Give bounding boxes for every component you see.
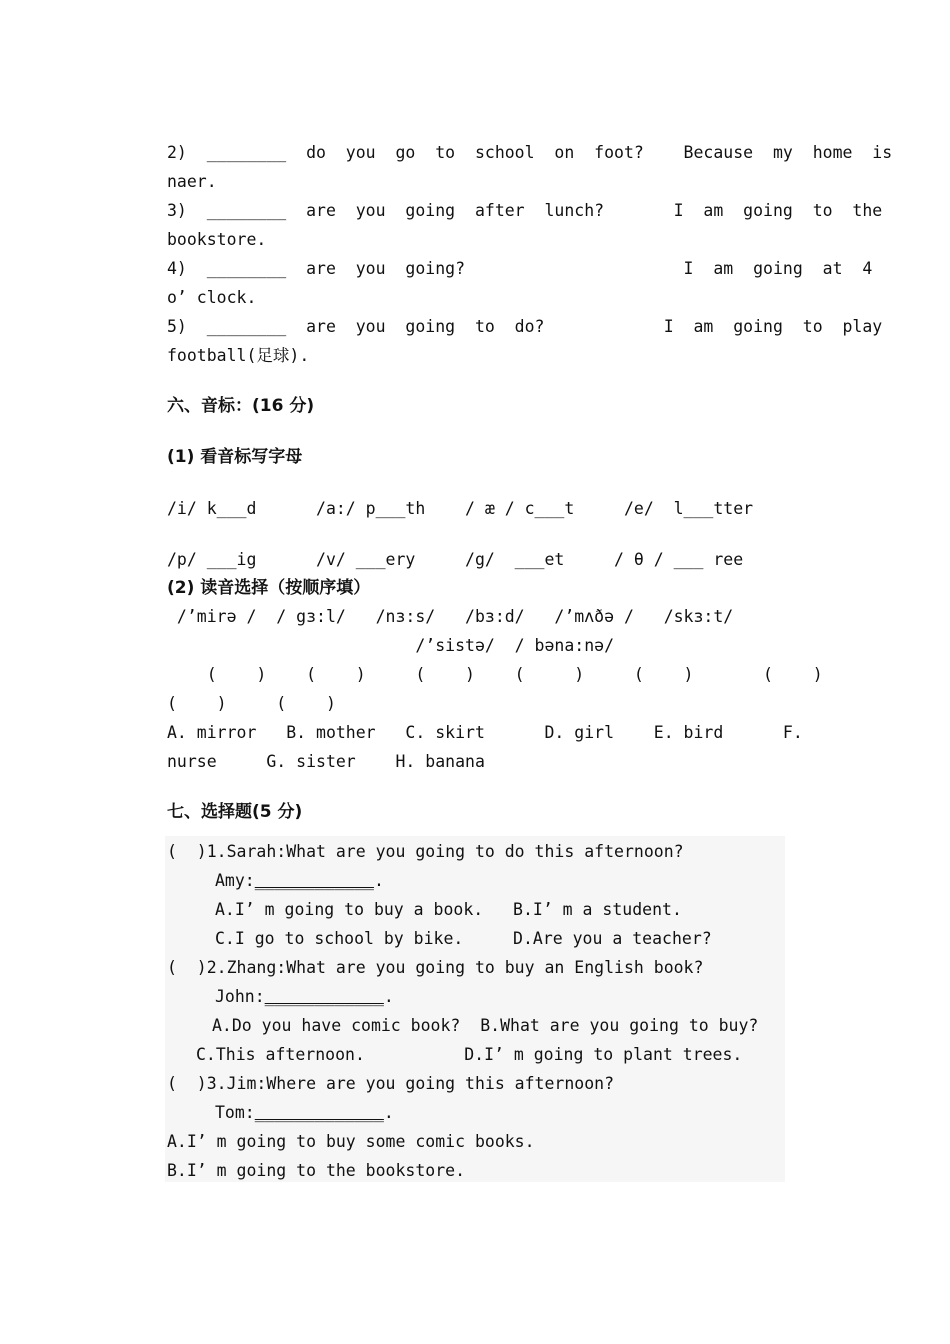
question-7-1: ( )1.Sarah:What are you going to do this afternoon? [167,842,684,861]
question-5-line: 5) ________ are you going to do? I am going to play [167,317,883,336]
question-4-line-cont: o’ clock. [167,288,257,307]
answer-brackets-row-1: ( ) ( ) ( ) ( ) ( ) ( ) [167,665,823,684]
phonetic-fill-row-2: /p/ ___ig /v/ ___ery /g/ ___et / θ / ___ ree [167,550,744,569]
answer-blank: _____________ [254,1103,384,1122]
question-5-line-cont: football(足球). [167,346,310,365]
answer-brackets-row-2: ( ) ( ) [167,694,336,713]
question-7-2: ( )2.Zhang:What are you going to buy an English book? [167,958,704,977]
answer-blank: ____________ [254,871,374,890]
phonetic-symbols-row-1: /’mirə / / gɜ:l/ /nɜ:s/ /bɜ:d/ /’mʌðə / /skɜ:t/ [167,607,734,626]
answer-label: Tom: [215,1103,255,1122]
section-7-title: 七、选择题(5 分) [167,802,303,822]
question-3-line: 3) ________ are you going after lunch? I am going to the [167,201,883,220]
word-options-row-1: A. mirror B. mother C. skirt D. girl E. bird F. [167,723,803,742]
answer-label: John: [215,987,265,1006]
question-7-3-answer-line [215,1102,394,1124]
question-7-1-options-1: A.I’ m going to buy a book. B.I’ m a student. [215,900,682,919]
answer-blank: ____________ [264,987,384,1006]
phonetic-symbols-row-2: /’sistə/ / bəna:nə/ [167,636,615,655]
question-7-3-option-b: B.I’ m going to the bookstore. [167,1161,466,1180]
section-6-title: 六、音标：(16 分) [167,396,315,416]
question-4-line: 4) ________ are you going? I am going at 4 [167,259,873,278]
phonetic-fill-row-1: /i/ k___d /a:/ p___th / æ / c___t /e/ l___tter [167,499,754,518]
question-3-line-cont: bookstore. [167,230,267,249]
answer-label: Amy: [215,871,255,890]
question-7-3-option-a: A.I’ m going to buy some comic books. [167,1132,535,1151]
question-7-2-options-1: A.Do you have comic book? B.What are you going to buy? [212,1016,759,1035]
question-2-line-cont: naer. [167,172,217,191]
question-7-3: ( )3.Jim:Where are you going this afternoon? [167,1074,615,1093]
answer-period: . [383,1103,394,1122]
question-7-2-options-2: C.This afternoon. D.I’ m going to plant trees. [196,1045,743,1064]
word-options-row-2: nurse G. sister H. banana [167,752,485,771]
question-7-1-options-2: C.I go to school by bike. D.Are you a teacher? [215,929,712,948]
answer-period: . [383,987,394,1006]
question-2-line: 2) ________ do you go to school on foot? Because my home is [167,143,893,162]
question-7-2-answer-line [215,986,394,1008]
part-1-title: (1) 看音标写字母 [167,447,303,467]
question-7-1-answer-line [215,870,384,892]
part-2-title: (2) 读音选择（按顺序填） [167,578,371,598]
answer-period: . [373,871,384,890]
